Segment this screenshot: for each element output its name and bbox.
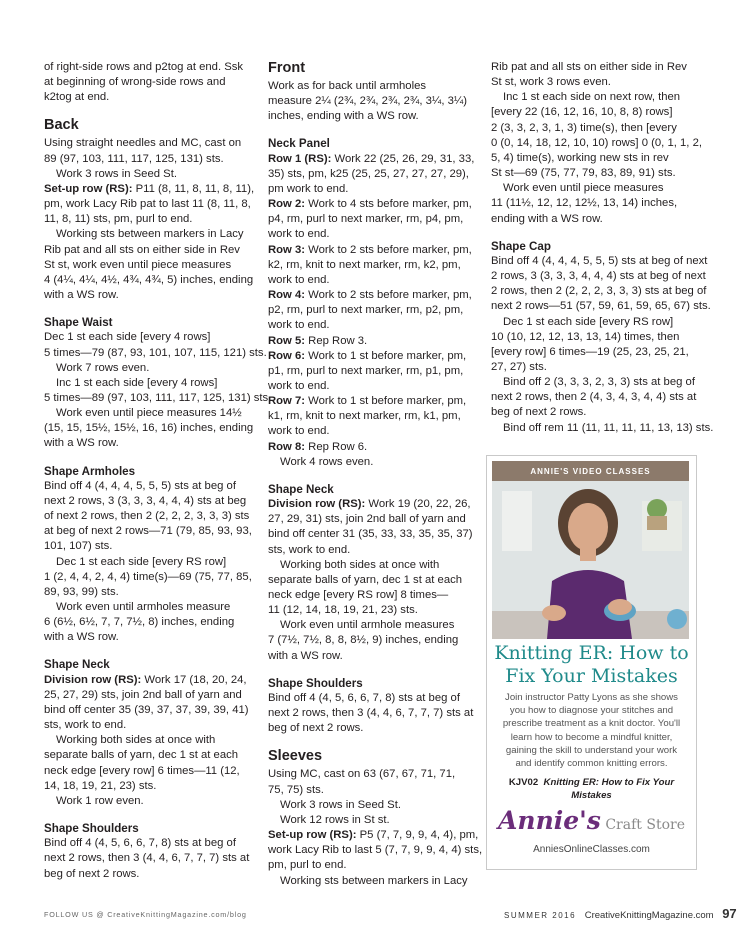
instruction-line: Work 12 rows in St st.: [280, 813, 390, 826]
instruction-line: Row 8: Rep Row 6.: [268, 440, 368, 453]
sleeves-heading: Sleeves: [268, 748, 323, 765]
instruction-line: sts, work to end.: [44, 719, 127, 732]
instruction-line: Bind off rem 11 (11, 11, 11, 11, 13, 13) sts.: [503, 421, 714, 434]
footer-right: [504, 906, 737, 921]
instruction-line: Work 4 rows even.: [280, 455, 374, 468]
instruction-line: Set-up row (RS): P5 (7, 7, 9, 9, 4, 4), pm,: [268, 829, 479, 842]
product-code: KJV02: [508, 777, 539, 788]
instruction-line: Work even until armholes measure: [56, 601, 231, 613]
instruction-line: Set-up row (RS): P11 (8, 11, 8, 11, 8, 11),: [44, 182, 255, 195]
footer-site: CreativeKnittingMagazine.com: [584, 910, 714, 921]
shape-cap-instructions: [491, 254, 714, 436]
row-label: Row 2:: [268, 198, 309, 211]
instruction-line: next 2 rows—51 (57, 59, 61, 59, 65, 67) sts.: [491, 300, 711, 313]
instructor-photo: [492, 461, 689, 639]
instruction-line: Work 3 rows in Seed St.: [56, 167, 177, 180]
instruction-line: 2 rows, 3 (3, 3, 3, 4, 4, 4) sts at beg of next: [491, 270, 706, 283]
instruction-line: 5, 4) time(s), working new sts in rev: [491, 151, 669, 164]
row-label: Row 6:: [268, 349, 309, 362]
instruction-line: sts, work to end.: [268, 543, 351, 556]
instruction-line: with a WS row.: [44, 437, 119, 450]
instruction-line: next 2 rows, then 3 (4, 4, 6, 7, 7, 7) sts at: [268, 707, 474, 720]
instruction-line: separate balls of yarn, dec 1 st at each: [44, 749, 239, 762]
instruction-line: 11 (11½, 12, 12, 12½, 13, 14) inches,: [491, 197, 678, 210]
sleeves-instructions: [268, 767, 481, 888]
instruction-line: Work as for back until armholes: [268, 80, 427, 92]
back-instructions: [44, 136, 257, 303]
shape-neck-instructions: [44, 673, 257, 809]
instruction-line: Dec 1 st each side [every 4 rows]: [44, 331, 211, 344]
instruction-line: 5 times—89 (97, 103, 111, 117, 125, 131) sts.: [44, 391, 272, 404]
instruction-line: Work even until armhole measures: [280, 619, 455, 632]
instruction-line: Division row (RS): Work 19 (20, 22, 26,: [268, 498, 471, 511]
video-class-ad[interactable]: [486, 455, 697, 870]
logo-script: Annie's: [498, 806, 601, 835]
instruction-line: Working sts between markers in Lacy: [56, 228, 244, 241]
front-shape-neck-heading: Shape Neck: [268, 482, 334, 496]
instruction-line: 35) sts, pm, k25 (25, 25, 27, 27, 27, 29),: [268, 167, 469, 180]
instruction-line: Bind off 2 (3, 3, 3, 2, 3, 3) sts at beg of: [503, 376, 695, 389]
instruction-line: 10 (10, 12, 12, 13, 13, 14) times, then: [491, 330, 680, 343]
instruction-line: Bind off 4 (4, 4, 4, 5, 5, 5) sts at beg of: [44, 479, 236, 492]
intro-text: [44, 60, 257, 105]
instruction-line: bind off center 35 (39, 37, 37, 39, 39, 41): [44, 703, 249, 716]
instruction-line: Using MC, cast on 63 (67, 67, 71, 71,: [268, 768, 456, 781]
instruction-line: work to end.: [268, 319, 330, 332]
instruction-line: 0 (0, 14, 18, 12, 10, 10) rows] 0 (0, 1, 1, 2,: [491, 136, 702, 149]
instruction-line: 27, 29, 31) sts, join 2nd ball of yarn and: [268, 513, 466, 526]
front-instructions: [268, 79, 481, 124]
back-heading: Back: [44, 117, 79, 134]
instruction-line: work to end.: [268, 425, 330, 438]
instruction-line: work to end.: [268, 273, 330, 286]
instruction-line: Rib pat and all sts on either side in Rev: [44, 243, 240, 256]
instruction-line: 89, 93, 99) sts.: [44, 585, 119, 598]
instruction-line: Bind off 4 (4, 5, 6, 6, 7, 8) sts at beg of: [268, 691, 460, 704]
text-line: you how to diagnose your stitches and: [509, 705, 674, 717]
instruction-line: Working sts between markers in Lacy: [280, 874, 468, 887]
ad-title-line-2: Fix Your Mistakes: [505, 665, 678, 687]
instruction-line: Work even until piece measures 14½: [56, 407, 242, 420]
instruction-line: of next 2 rows, then 2 (2, 2, 2, 3, 3, 3) sts: [44, 510, 250, 523]
shape-waist-instructions: [44, 330, 272, 451]
instruction-line: inches, ending with a WS row.: [268, 110, 419, 123]
instruction-line: Work 1 row even.: [56, 794, 144, 807]
instruction-line: Inc 1 st each side [every 4 rows]: [56, 376, 218, 389]
instruction-line: [every 22 (16, 12, 16, 10, 8, 8) rows]: [491, 106, 673, 119]
instruction-line: ending with a WS row.: [491, 212, 603, 225]
row-label: Division row (RS):: [44, 673, 145, 686]
page-number: 97: [722, 906, 737, 921]
instruction-line: 75, 75) sts.: [268, 783, 324, 796]
annies-logo[interactable]: [487, 806, 696, 835]
instruction-line: next 2 rows, then 3 (4, 4, 6, 7, 7, 7) sts at: [44, 852, 250, 865]
instruction-line: at beg of next 2 rows—71 (79, 85, 93, 93,: [44, 525, 252, 538]
instruction-line: 2 rows, then 2 (2, 2, 2, 3, 3, 3) sts at beg of: [491, 285, 707, 298]
text-line: k2tog at end.: [44, 91, 110, 104]
text-line: at beginning of wrong-side rows and: [44, 76, 226, 89]
instruction-line: Work 3 rows in Seed St.: [280, 798, 401, 811]
shape-armholes-instructions: [44, 479, 257, 646]
instruction-line: 11, 8, 11) sts, pm, purl to end.: [44, 213, 193, 226]
instruction-line: k2, rm, knit to next marker, rm, k2, pm,: [268, 258, 461, 271]
instruction-line: Bind off 4 (4, 5, 6, 6, 7, 8) sts at beg of: [44, 837, 236, 850]
instruction-line: Division row (RS): Work 17 (18, 20, 24,: [44, 673, 247, 686]
row-label: Set-up row (RS):: [268, 829, 360, 842]
text-line: gaining the skill to understand your work: [505, 744, 678, 756]
instruction-line: St st—69 (75, 77, 79, 83, 89, 91) sts.: [491, 167, 676, 180]
sleeves-continued: [491, 60, 705, 227]
instruction-line: neck edge [every RS row] 8 times—: [268, 589, 449, 601]
instruction-line: measure 2¼ (2¾, 2¾, 2¾, 2¾, 3¼, 3¼): [268, 95, 468, 108]
instruction-line: k1, rm, knit to next marker, rm, k1, pm,: [268, 410, 461, 423]
instruction-line: with a WS row.: [44, 631, 119, 644]
ad-title-line-1: Knitting ER: How to: [494, 642, 689, 664]
instruction-line: Row 1 (RS): Work 22 (25, 26, 29, 31, 33,: [268, 152, 475, 165]
instruction-line: Working both sides at once with: [280, 558, 440, 571]
instruction-line: 27, 27) sts.: [491, 360, 547, 373]
row-label: Row 5:: [268, 334, 309, 347]
instruction-line: with a WS row.: [44, 289, 119, 302]
instruction-line: work to end.: [268, 228, 330, 241]
instruction-line: Row 3: Work to 2 sts before marker, pm,: [268, 243, 472, 256]
instruction-line: with a WS row.: [268, 649, 343, 662]
row-label: Set-up row (RS):: [44, 182, 136, 195]
row-label: Row 1 (RS):: [268, 152, 335, 165]
front-shape-shoulders-heading: Shape Shoulders: [268, 676, 363, 690]
ad-title[interactable]: [487, 642, 696, 688]
instruction-line: 4 (4¼, 4¼, 4½, 4¾, 4¾, 5) inches, ending: [44, 273, 254, 286]
front-shape-shoulders-instructions: [268, 691, 481, 736]
instruction-line: p1, rm, purl to next marker, rm, p1, pm,: [268, 364, 464, 377]
instruction-line: St st, work 3 rows even.: [491, 76, 611, 89]
instruction-line: pm, purl to end.: [268, 859, 347, 872]
instruction-line: Working both sides at once with: [56, 734, 216, 747]
ad-product-code: [493, 776, 690, 802]
neck-panel-heading: Neck Panel: [268, 137, 330, 151]
footer-follow: FOLLOW US @ CreativeKnittingMagazine.com/blog: [44, 910, 247, 919]
instruction-line: Row 5: Rep Row 3.: [268, 334, 368, 347]
instruction-line: p2, rm, purl to next marker, rm, p2, pm,: [268, 304, 464, 317]
footer-season: SUMMER 2016: [504, 911, 577, 920]
row-label: Row 8:: [268, 440, 309, 453]
instruction-line: pm, work Lacy Rib pat to last 11 (8, 11, 8,: [44, 198, 251, 211]
product-title-2: Mistakes: [571, 790, 612, 801]
instruction-line: Row 6: Work to 1 st before marker, pm,: [268, 349, 467, 362]
column-3: [491, 60, 714, 436]
ad-tag: ANNIE'S VIDEO CLASSES: [530, 467, 651, 476]
instruction-line: Row 7: Work to 1 st before marker, pm,: [268, 395, 467, 408]
instruction-line: next 2 rows, then 2 (4, 3, 4, 3, 4, 4) sts at: [491, 391, 697, 404]
instruction-line: separate balls of yarn, dec 1 st at each: [268, 573, 463, 586]
row-label: Division row (RS):: [268, 498, 369, 511]
row-label: Row 3:: [268, 243, 309, 256]
instruction-line: 14, 18, 19, 21, 23) sts.: [44, 779, 157, 792]
ad-url-link[interactable]: AnniesOnlineClasses.com: [533, 844, 650, 855]
instruction-line: beg of next 2 rows.: [491, 406, 587, 419]
instruction-line: 2 (3, 3, 2, 3, 1, 3) time(s), then [every: [491, 121, 677, 134]
text-line: Join instructor Patty Lyons as she shows: [505, 692, 678, 703]
shape-shoulders-instructions: [44, 836, 257, 881]
instruction-line: 1 (2, 4, 4, 2, 4, 4) time(s)—69 (75, 77, 85,: [44, 570, 252, 583]
instruction-line: 7 (7½, 7½, 8, 8, 8½, 9) inches, ending: [268, 634, 459, 647]
instruction-line: 5 times—79 (87, 93, 101, 107, 115, 121) sts.: [44, 346, 267, 359]
instruction-line: bind off center 31 (35, 33, 33, 35, 35, 37): [268, 528, 473, 541]
shape-waist-heading: Shape Waist: [44, 316, 113, 330]
instruction-line: [every row] 6 times—19 (25, 23, 25, 21,: [491, 345, 689, 358]
shape-neck-heading: Shape Neck: [44, 658, 110, 672]
instruction-line: 89 (97, 103, 111, 117, 125, 131) sts.: [44, 152, 224, 165]
row-label: Row 7:: [268, 395, 309, 408]
instruction-line: next 2 rows, 3 (3, 3, 3, 4, 4, 4) sts at beg: [44, 494, 247, 507]
column-1: [44, 60, 272, 882]
instruction-line: pm work to end.: [268, 182, 349, 195]
instruction-line: Bind off 4 (4, 4, 4, 5, 5, 5) sts at beg of next: [491, 254, 708, 267]
instruction-line: 11 (12, 14, 18, 19, 21, 23) sts.: [268, 604, 418, 617]
front-heading: Front: [268, 60, 306, 76]
instruction-line: work Lacy Rib to last 5 (7, 7, 9, 9, 4, 4) sts,: [268, 844, 483, 857]
instruction-line: Inc 1 st each side on next row, then: [503, 91, 681, 104]
text-line: prescribe treatment as a knit doctor. You'll: [502, 718, 681, 730]
text-line: learn how to become a mindful knitter,: [510, 731, 673, 743]
instruction-line: Dec 1 st each side [every RS row]: [503, 315, 674, 328]
instruction-line: (15, 15, 15½, 15½, 16, 16) inches, ending: [44, 422, 254, 435]
instruction-line: Work even until piece measures: [503, 182, 664, 195]
instruction-line: 101, 107) sts.: [44, 540, 113, 553]
instruction-line: St st, work even until piece measures: [44, 258, 232, 271]
neck-panel-instructions: [268, 152, 481, 470]
instruction-line: Row 4: Work to 2 sts before marker, pm,: [268, 289, 472, 302]
instruction-line: Work 7 rows even.: [56, 361, 150, 374]
text-line: and identify common knitting errors.: [515, 758, 668, 770]
instruction-line: beg of next 2 rows.: [44, 867, 140, 880]
instruction-line: Row 2: Work to 4 sts before marker, pm,: [268, 198, 472, 211]
instruction-line: Dec 1 st each side [every RS row]: [56, 555, 227, 568]
column-2: [268, 60, 481, 889]
row-label: Row 4:: [268, 289, 309, 302]
product-title-1: Knitting ER: How to Fix Your: [543, 777, 675, 788]
ad-description: [493, 691, 690, 770]
instruction-line: work to end.: [268, 379, 330, 392]
instruction-line: p4, rm, purl to next marker, rm, p4, pm,: [268, 213, 464, 226]
instruction-line: 25, 27, 29) sts, join 2nd ball of yarn and: [44, 688, 242, 701]
shape-cap-heading: Shape Cap: [491, 239, 551, 253]
instructor-illustration: [492, 461, 689, 639]
shape-shoulders-heading: Shape Shoulders: [44, 822, 139, 836]
instruction-line: Rib pat and all sts on either side in Rev: [491, 61, 687, 73]
instruction-line: 6 (6½, 6½, 7, 7, 7½, 8) inches, ending: [44, 616, 235, 629]
shape-armholes-heading: Shape Armholes: [44, 464, 136, 478]
text-line: of right-side rows and p2tog at end. Ssk: [44, 61, 244, 73]
instruction-line: neck edge [every row] 6 times—11 (12,: [44, 764, 240, 777]
logo-subtitle: Craft Store: [605, 817, 685, 833]
front-shape-neck-instructions: [268, 497, 481, 664]
instruction-line: Using straight needles and MC, cast on: [44, 137, 242, 150]
instruction-line: beg of next 2 rows.: [268, 722, 364, 735]
